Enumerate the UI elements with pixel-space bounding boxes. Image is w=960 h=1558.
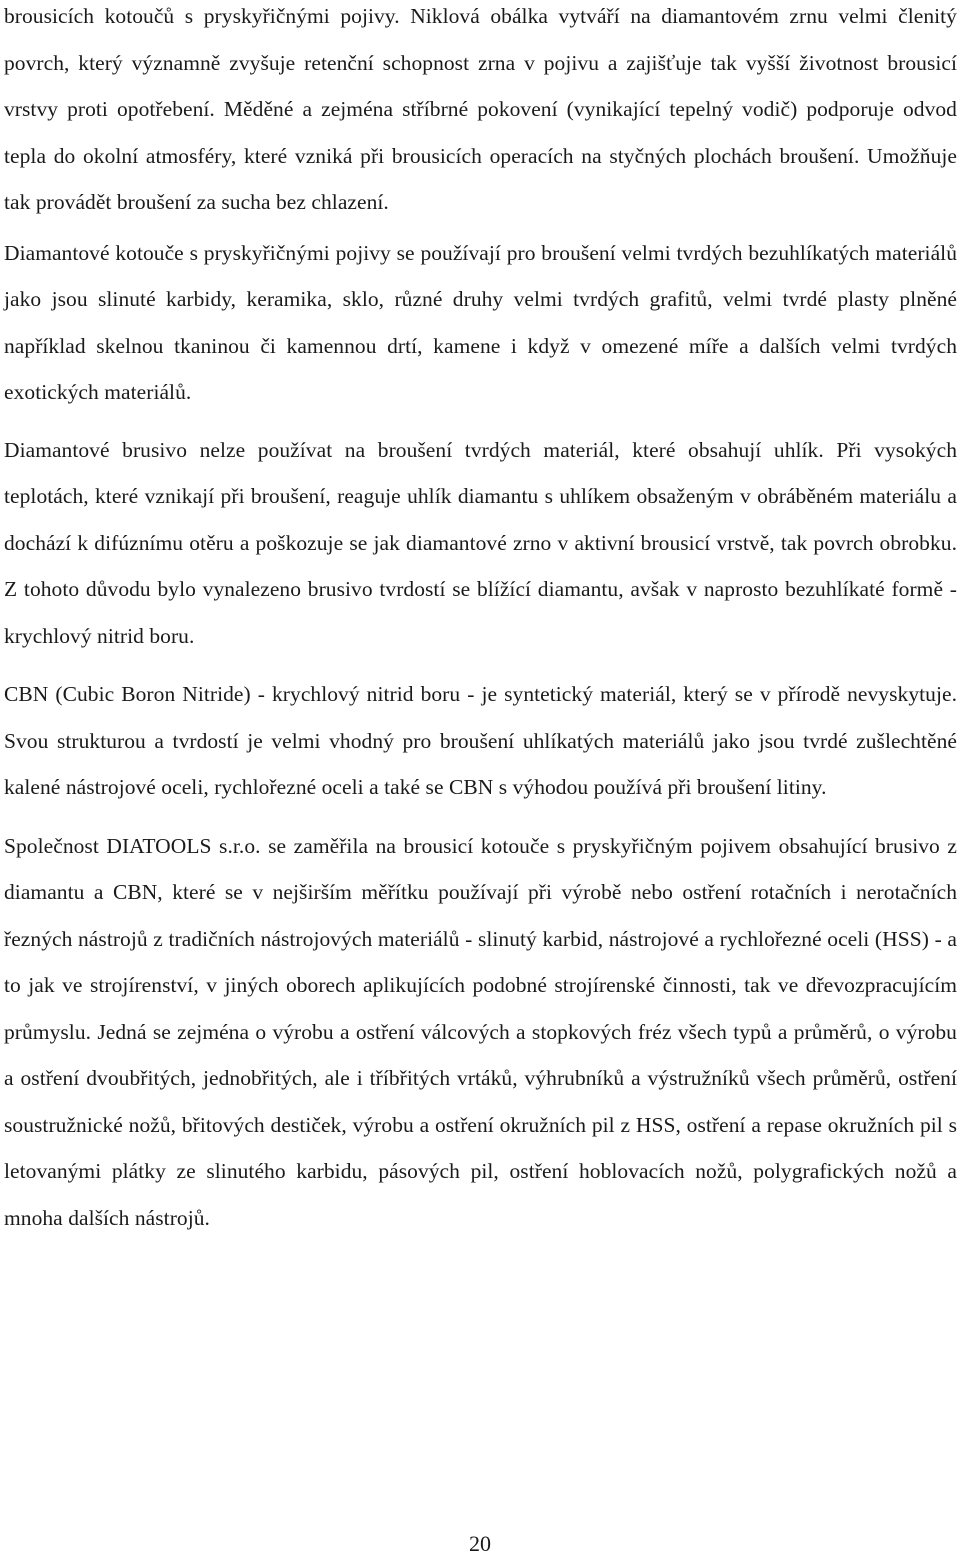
paragraph-diatools-company: Společnost DIATOOLS s.r.o. se zaměřila na brousicí kotouče s pryskyřičným pojivem obsahující brusivo z diamantu a CBN, které se v nejširším měřítku používají při výrobě nebo ostření rotačních i nerotačních řezných nástrojů z tradičních nástrojových materiálů - slinutý karbid, nástrojové a rychlořezné oceli (HSS) - a to jak ve strojírenství, v jiných oborech aplikujících podobné strojírenské činnosti, tak ve dřevozpracujícím průmyslu. Jedná se zejména o výrobu a ostření válcových a stopkových fréz všech typů a průměrů, o výrobu a ostření dvoubřitých, jednobřitých, ale i tříbřitých vrtáků, výhrubníků a výstružníků všech průměrů, ostření soustružnické nožů, břitových destiček, výrobu a ostření okružních pil z HSS, ostření a repase okružních pil s letovanými plátky ze slinutého karbidu, pásových pil, ostření hoblovacích nožů, polygrafických nožů a mnoha dalších nástrojů. (4, 833, 957, 1230)
paragraph-diamond-carbon-limitation: Diamantové brusivo nelze používat na broušení tvrdých materiál, které obsahují uhlík. Při vysokých teplotách, které vznikají při broušení, reaguje uhlík diamantu s uhlíkem obsaženým v obráběném materiálu a dochází k difúznímu otěru a poškozuje se jak diamantové zrno v aktivní brousicí vrstvě, tak povrch obrobku. Z tohoto důvodu bylo vynalezeno brusivo tvrdostí se blížící diamantu, avšak v naprosto bezuhlíkaté formě - krychlový nitrid boru. (4, 437, 957, 648)
page-number: 20 (469, 1531, 491, 1556)
document-page (4, 0, 957, 1241)
paragraph-resin-bond-coating: brousicích kotoučů s pryskyřičnými pojivy. Niklová obálka vytváří na diamantovém zrnu velmi členitý povrch, který významně zvyšuje retenční schopnost zrna v pojivu a zajišťuje tak vyšší životnost brousicí vrstvy proti opotřebení. Měděné a zejména stříbrné pokovení (vynikající tepelný vodič) podporuje odvod tepla do okolní atmosféry, které vzniká při brousicích operacích na styčných plochách broušení. Umožňuje tak provádět broušení za sucha bez chlazení. (4, 4, 957, 214)
paragraph-cbn-description: CBN (Cubic Boron Nitride) - krychlový nitrid boru - je syntetický materiál, který se v přírodě nevyskytuje. Svou strukturou a tvrdostí je velmi vhodný pro broušení uhlíkatých materiálů jako jsou tvrdé zušlechtěné kalené nástrojové oceli, rychlořezné oceli a také se CBN s výhodou používá při broušení litiny. (4, 682, 957, 799)
paragraph-diamond-wheel-applications: Diamantové kotouče s pryskyřičnými pojivy se používají pro broušení velmi tvrdých bezuhlíkatých materiálů jako jsou slinuté karbidy, keramika, sklo, různé druhy velmi tvrdých grafitů, velmi tvrdé plasty plněné například skelnou tkaninou či kamennou drtí, kamene i když v omezené míře a dalších velmi tvrdých exotických materiálů. (4, 240, 957, 404)
